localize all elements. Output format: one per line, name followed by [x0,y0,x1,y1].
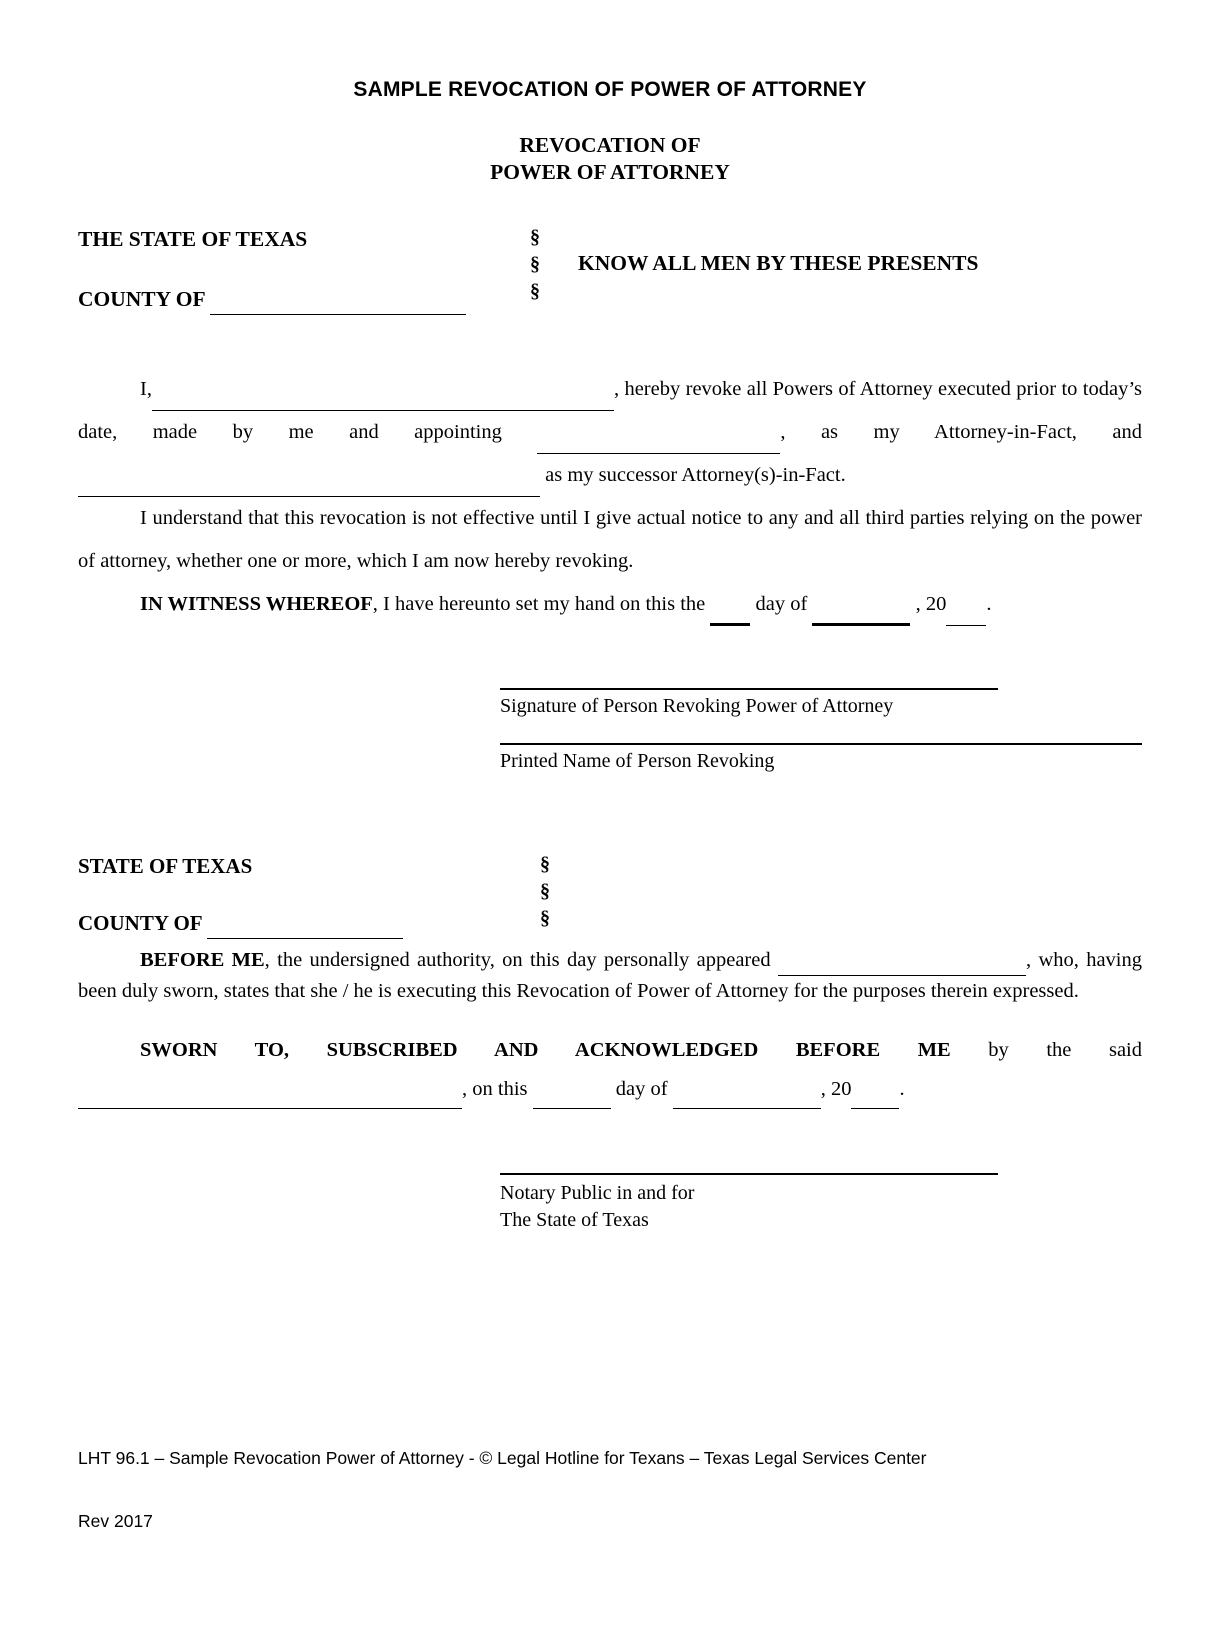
acknowledgment-paragraph [78,945,1142,1007]
paragraph1-part4: as my successor Attorney(s)-in-Fact. [545,464,846,486]
notary-caption-line-2: The State of Texas [500,1209,649,1231]
state-label: THE STATE OF TEXAS [78,227,308,251]
venue-left-column [78,224,466,315]
before-me-bold: BEFORE ME [140,949,265,971]
day-blank[interactable] [710,605,750,626]
signature-caption: Signature of Person Revoking Power of Attorney [500,695,894,717]
year-blank[interactable] [946,607,986,626]
notary-section-mark-3: § [540,907,550,929]
sworn-text-1: , on this [462,1078,528,1100]
sworn-paragraph [78,1031,1142,1109]
sworn-text-2: day of [615,1078,668,1100]
sworn-day-blank[interactable] [533,1086,611,1109]
signature-area [78,688,1142,773]
notary-section-marks [540,851,550,932]
appeared-person-blank[interactable] [778,954,1026,976]
notary-state-label: STATE OF TEXAS [78,854,253,878]
notary-caption-line-1: Notary Public in and for [500,1182,695,1204]
document-page [0,78,1220,1650]
sworn-month-blank[interactable] [673,1086,821,1109]
county-blank-field[interactable] [210,294,466,315]
notary-caption [500,1175,1142,1234]
sworn-tail-text: by the said [988,1039,1142,1061]
paragraph1-part3: , as my Attorney-in-Fact, and [780,421,1142,443]
witness-paragraph [78,583,1142,626]
witness-text-1: , I have hereunto set my hand on this the [372,593,706,615]
successor-attorney-blank[interactable] [78,474,540,497]
footer-revision: Rev 2017 [78,1511,153,1531]
acknowledgment-text-3: who, having been duly sworn, states that she / he is executing this Revocation of Power of Attorney for the purposes therein expressed. [78,949,1142,1002]
printed-name-caption: Printed Name of Person Revoking [500,750,775,772]
month-blank[interactable] [812,605,910,626]
section-mark-3: § [530,280,540,302]
section-mark-2: § [530,253,540,275]
page-footer [78,1448,927,1532]
revocation-paragraph [78,368,1142,497]
sworn-text-4: . [899,1078,905,1100]
notary-county-row [78,908,403,939]
footer-citation: LHT 96.1 – Sample Revocation Power of Attorney - © Legal Hotline for Texans – Texas Legal Services Center [78,1448,927,1468]
notary-county-blank[interactable] [207,918,403,939]
acknowledgment-text-1: , the undersigned authority, on this day personally appeared [264,949,771,971]
sworn-year-blank[interactable] [851,1086,899,1109]
acknowledgment-text-2: , [1025,949,1032,971]
venue-block-notary [78,851,1142,937]
revoker-name-blank[interactable] [152,388,614,411]
venue-block-top [78,224,1142,316]
paragraph1-part2: , hereby revoke all Powers of Attorney executed prior to today’s date, made by me and appointing [78,378,1142,443]
section-marks-column [530,224,540,305]
witness-bold: IN WITNESS WHEREOF [140,593,373,615]
section-mark-1: § [530,226,540,248]
paragraph2-text: I understand that this revocation is not effective until I give actual notice to any and all third parties relying on the power of attorney, whether one or more, which I am now hereby revoking. [78,507,1142,572]
page-title: SAMPLE REVOCATION OF POWER OF ATTORNEY [353,78,867,101]
attorney-in-fact-blank[interactable] [537,431,780,454]
county-row [78,284,466,315]
paragraph1-part1: I, [140,378,152,400]
witness-text-4: . [986,593,992,615]
notary-section-mark-2: § [540,880,550,902]
witness-text-3: , 20 [915,593,947,615]
venue2-left-column [78,851,403,939]
county-label: COUNTY OF [78,287,205,311]
sworn-bold-line [78,1031,1142,1070]
notary-section-mark-1: § [540,853,550,875]
witness-text-2: day of [755,593,808,615]
sworn-bold-text: SWORN TO, SUBSCRIBED AND ACKNOWLEDGED BEFORE ME [140,1039,951,1061]
notary-county-label: COUNTY OF [78,911,202,935]
document-heading [78,132,1142,186]
heading-line-1: REVOCATION OF [519,133,701,157]
know-all-men-text: KNOW ALL MEN BY THESE PRESENTS [578,251,979,275]
understanding-paragraph [78,497,1142,583]
heading-line-2: POWER OF ATTORNEY [490,160,730,184]
sworn-name-blank[interactable] [78,1086,462,1109]
sworn-text-3: , 20 [820,1078,852,1100]
